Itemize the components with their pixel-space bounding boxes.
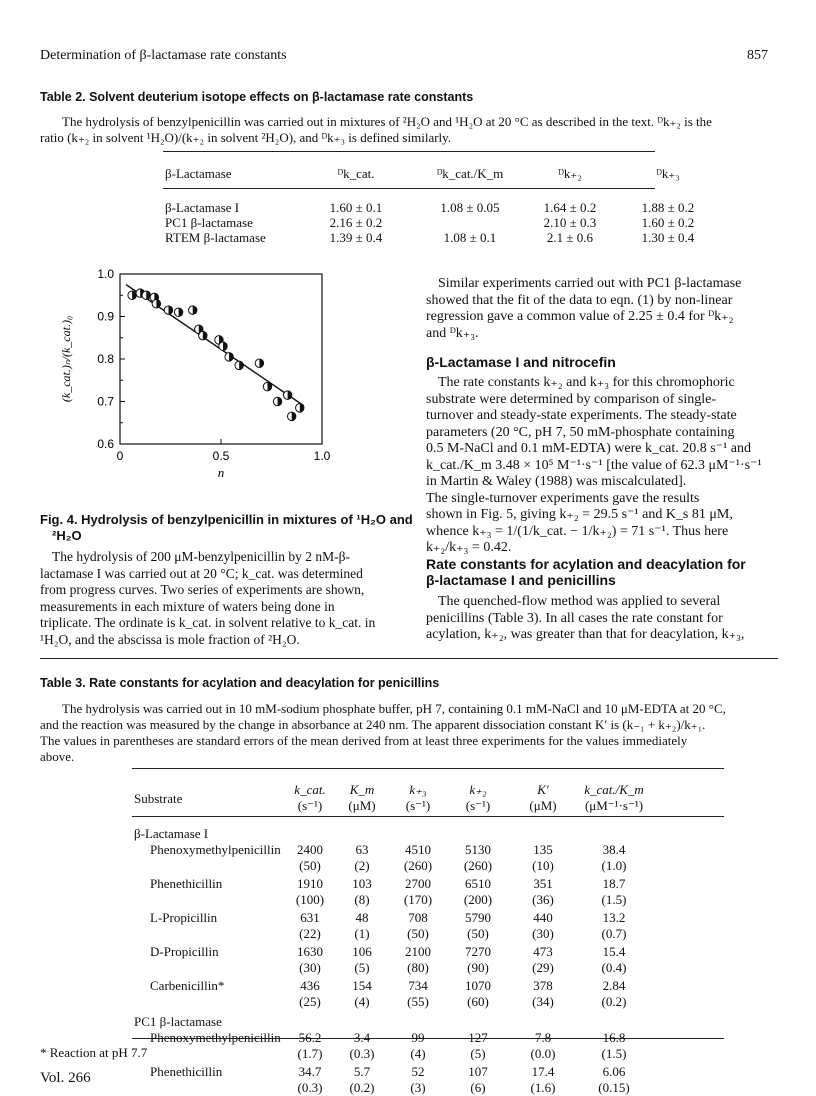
table2-cell: 1.39 ± 0.4: [329, 230, 383, 245]
table2-cell: 1.64 ± 0.2: [543, 200, 597, 215]
table3-error: (22): [299, 926, 321, 941]
table3-error: (260): [403, 858, 433, 873]
paragraph-line: acylation, k₊₂, was greater than that for deacylation, k₊₃,: [426, 627, 745, 642]
table3-top-rule: [132, 768, 724, 769]
table2-header-cell: ᴰk_cat./K_m: [436, 166, 504, 181]
table2-note-line1: The hydrolysis of benzylpenicillin was carried out in mixtures of ²H₂O and ¹H₂O at 20 °C as described in the text. ᴰk₊₂ is the: [62, 114, 712, 129]
table2-cell: 1.08 ± 0.1: [443, 230, 497, 245]
table3-value: 631: [300, 910, 320, 925]
table3-error: (5): [354, 960, 370, 975]
x-tick-label: 0.5: [212, 449, 230, 463]
table3-error: (4): [410, 1046, 426, 1061]
table3-error: (1.5): [601, 892, 627, 907]
table3-value: 3.4: [353, 1030, 371, 1045]
table3-error: (100): [295, 892, 325, 907]
table2-cell: 1.60 ± 0.1: [329, 200, 383, 215]
table3-col-symbol: k_cat./K_m: [584, 782, 644, 797]
paragraph-line: 0.5 M-NaCl and 0.1 mM-EDTA) were k_cat. 20.8 s⁻¹ and: [426, 441, 752, 456]
fig4-legend-line: ¹H₂O, and the abscissa is mole fraction of ²H₂O.: [40, 631, 300, 647]
table3-col-unit: (μM): [348, 798, 376, 813]
paragraph-line: shown in Fig. 5, giving k₊₂ = 29.5 s⁻¹ and K_s 81 μM,: [426, 507, 733, 522]
table3-error: (5): [470, 1046, 486, 1061]
paragraph-line: k_cat./K_m 3.48 × 10⁵ M⁻¹·s⁻¹ [the value of 62.3 μM⁻¹·s⁻¹: [426, 457, 762, 473]
data-point: [152, 300, 160, 308]
table3-error: (3): [410, 1080, 426, 1095]
table2-caption: Table 2. Solvent deuterium isotope effects on β-lactamase rate constants: [40, 90, 474, 104]
table3-error: (4): [354, 994, 370, 1009]
y-tick-label: 0.8: [97, 352, 114, 366]
data-point: [283, 391, 291, 399]
table3-value: 5130: [465, 842, 491, 857]
table3-value: 1070: [465, 978, 491, 993]
table3-error: (1.6): [530, 1080, 556, 1095]
data-point: [288, 412, 296, 420]
table3-value: 708: [408, 910, 428, 925]
table3-error: (50): [407, 926, 429, 941]
data-point: [219, 342, 227, 350]
table3-error: (50): [467, 926, 489, 941]
running-title: Determination of β-lactamase rate constants: [40, 48, 287, 63]
table3-substrate: Phenoxymethylpenicillin: [150, 1030, 281, 1045]
section-heading: β-Lactamase I and nitrocefin: [426, 354, 616, 370]
table3-error: (1.5): [601, 1046, 627, 1061]
table3-value: 38.4: [602, 842, 626, 857]
table2-cell: 2.16 ± 0.2: [329, 215, 383, 230]
table2-cell: 1.60 ± 0.2: [641, 215, 695, 230]
table3-col-symbol: k₊₂: [469, 782, 487, 797]
table3-footnote: * Reaction at pH 7.7: [40, 1045, 148, 1060]
table3-value: 473: [533, 944, 553, 959]
table3-value: 34.7: [298, 1064, 322, 1079]
data-point: [273, 397, 281, 405]
paragraph-line: whence k₊₃ = 1/(1/k_cat. − 1/k₊₂) = 71 s⁻¹. Thus here: [426, 523, 729, 539]
table3-value: 107: [468, 1064, 488, 1079]
table3-col-symbol: k_cat.: [294, 782, 326, 797]
table3-value: 1910: [297, 876, 323, 891]
table2-row-label: β-Lactamase I: [165, 200, 240, 215]
page-number: 857: [747, 48, 768, 63]
table3-col-unit: (μM⁻¹·s⁻¹): [584, 798, 644, 813]
table2-cell: 1.88 ± 0.2: [641, 200, 695, 215]
table2-header-cell: ᴰk₊₂: [558, 166, 582, 181]
fig4-caption-cont: ²H₂O: [52, 528, 82, 543]
data-point: [164, 306, 172, 314]
volume-footer: Vol. 266: [40, 1070, 91, 1086]
table3-col-symbol: K_m: [349, 782, 375, 797]
table3-substrate: Phenoxymethylpenicillin: [150, 842, 281, 857]
table3-value: 56.2: [298, 1030, 322, 1045]
x-tick-label: 1.0: [313, 449, 331, 463]
table3-error: (260): [463, 858, 493, 873]
table3-error: (29): [532, 960, 554, 975]
table3-error: (50): [299, 858, 321, 873]
table3-error: (30): [299, 960, 321, 975]
table3-value: 6.06: [602, 1064, 626, 1079]
table3-error: (0.7): [601, 926, 627, 941]
table3-value: 99: [411, 1030, 425, 1045]
table3-error: (0.2): [349, 1080, 375, 1095]
paragraph-line: k₊₂/k₊₃ = 0.42.: [426, 540, 512, 555]
table3-value: 13.2: [602, 910, 626, 925]
table3-note-line: above.: [40, 749, 75, 764]
table3-caption: Table 3. Rate constants for acylation and deacylation for penicillins: [40, 676, 440, 690]
table3-error: (170): [403, 892, 433, 907]
table3-note-line: The values in parentheses are standard errors of the mean derived from at least three experiments for the values immediately: [40, 733, 688, 748]
table3-value: 17.4: [531, 1064, 555, 1079]
table3-value: 1630: [297, 944, 323, 959]
paragraph-line: The single-turnover experiments gave the results: [426, 490, 700, 506]
table3-error: (200): [463, 892, 493, 907]
page-divider: [40, 658, 778, 659]
x-tick-label: 0: [116, 449, 124, 463]
table3-error: (8): [354, 892, 370, 907]
x-axis-label: n: [217, 465, 225, 480]
data-point: [296, 404, 304, 412]
y-tick-label: 0.9: [97, 309, 114, 324]
fig4-legend-line: lactamase I was carried out at 20 °C; k_cat. was determined: [40, 565, 363, 581]
table3-error: (0.3): [297, 1080, 323, 1095]
table3-value: 2.84: [602, 978, 626, 993]
table3-group-label: β-Lactamase I: [134, 826, 209, 841]
table3-error: (0.0): [530, 1046, 556, 1061]
table3-value: 63: [355, 842, 369, 857]
y-tick-label: 0.7: [97, 394, 114, 409]
table3-value: 2400: [297, 842, 323, 857]
table3-value: 18.7: [602, 876, 626, 891]
table3-col-unit: (s⁻¹): [405, 798, 431, 813]
table3-value: 5.7: [353, 1064, 371, 1079]
table2-cell: 2.1 ± 0.6: [546, 230, 594, 245]
fig4-caption: Fig. 4. Hydrolysis of benzylpenicillin in mixtures of ¹H₂O and: [40, 512, 413, 527]
table3-error: (55): [407, 994, 429, 1009]
data-point: [225, 353, 233, 361]
table2-note-line2: ratio (k₊₂ in solvent ¹H₂O)/(k₊₂ in solvent ²H₂O), and ᴰk₊₃ is defined similarly.: [40, 130, 452, 145]
table3-error: (1.0): [601, 858, 627, 873]
data-point: [128, 291, 136, 299]
fig4-chart: [40, 262, 350, 498]
table3-value: 378: [533, 978, 553, 993]
table3-col-symbol: K′: [537, 782, 549, 797]
table3-value: 7270: [465, 944, 491, 959]
data-point: [255, 359, 263, 367]
table2-cell: 1.08 ± 0.05: [440, 200, 500, 215]
table3-value: 106: [352, 944, 372, 959]
table3-value: 2100: [405, 944, 431, 959]
data-point: [199, 331, 207, 339]
table3-error: (1): [354, 926, 370, 941]
table3-col-unit: (μM): [529, 798, 557, 813]
table3-error: (0.4): [601, 960, 627, 975]
data-point: [142, 291, 150, 299]
table3-value: 154: [352, 978, 372, 993]
paragraph-line: showed that the fit of the data to eqn. (1) by non-linear: [426, 292, 733, 308]
y-tick-label: 0.6: [97, 437, 114, 451]
paragraph-line: penicillins (Table 3). In all cases the rate constant for: [426, 610, 723, 626]
paragraph-line: Similar experiments carried out with PC1 β-lactamase: [438, 276, 742, 291]
table3-group-label: PC1 β-lactamase: [134, 1014, 222, 1029]
data-point: [263, 382, 271, 390]
table2-row-label: RTEM β-lactamase: [165, 230, 266, 245]
table3-header-rule: [132, 816, 724, 817]
section-heading: Rate constants for acylation and deacylation for: [426, 556, 746, 572]
table2-header-rule: [163, 188, 655, 189]
table3-value: 734: [408, 978, 428, 993]
y-tick-label: 1.0: [97, 267, 114, 281]
table3-value: 7.8: [534, 1030, 552, 1045]
fig4-legend-line: triplicate. The ordinate is k_cat. in solvent relative to k_cat. in: [40, 615, 376, 630]
table3-value: 16.8: [602, 1030, 626, 1045]
table3-substrate: Phenethicillin: [150, 1064, 223, 1079]
table3-error: (90): [467, 960, 489, 975]
paragraph-line: substrate were determined by comparison of single-: [426, 391, 717, 407]
table3-value: 127: [468, 1030, 488, 1045]
table3-error: (2): [354, 858, 370, 873]
table3-col-unit: (s⁻¹): [297, 798, 323, 813]
data-point: [189, 306, 197, 314]
table3-value: 4510: [405, 842, 431, 857]
table3-error: (25): [299, 994, 321, 1009]
data-point: [235, 361, 243, 369]
paragraph-line: and ᴰk₊₃.: [426, 325, 479, 341]
table2-header-cell: ᴰk₊₃: [656, 166, 680, 181]
table3-error: (0.15): [598, 1080, 630, 1095]
table3-value: 6510: [465, 876, 491, 891]
table2-header-cell: β-Lactamase: [165, 166, 232, 181]
paragraph-line: turnover and steady-state experiments. The steady-state: [426, 408, 737, 423]
table3-note-line: The hydrolysis was carried out in 10 mM-sodium phosphate buffer, pH 7, containing 0.1 mM-NaCl and 10 μM-EDTA at 20 °C,: [62, 701, 726, 716]
table3-col-unit: (s⁻¹): [465, 798, 491, 813]
table3-error: (6): [470, 1080, 486, 1095]
table3-value: 15.4: [602, 944, 626, 959]
table3-substrate: L-Propicillin: [150, 910, 218, 925]
table3-value: 440: [533, 910, 553, 925]
table2-header-cell: ᴰk_cat.: [337, 166, 375, 181]
table3-error: (10): [532, 858, 554, 873]
table3-value: 48: [355, 910, 369, 925]
table3-value: 52: [411, 1064, 425, 1079]
table3-substrate: Phenethicillin: [150, 876, 223, 891]
paragraph-line: regression gave a common value of 2.25 ± 0.4 for ᴰk₊₂: [426, 309, 734, 324]
table3-error: (80): [407, 960, 429, 975]
y-axis-label: (k_cat.)ₙ/(k_cat.)₀: [59, 315, 73, 403]
table3-error: (36): [532, 892, 554, 907]
table3-value: 351: [533, 876, 553, 891]
table3-error: (0.3): [349, 1046, 375, 1061]
table2-cell: 2.10 ± 0.3: [543, 215, 597, 230]
table3-substrate-header: Substrate: [134, 791, 183, 806]
section-heading: β-lactamase I and penicillins: [426, 572, 616, 588]
paragraph-line: The rate constants k₊₂ and k₊₃ for this chromophoric: [438, 375, 735, 390]
table3-error: (34): [532, 994, 554, 1009]
fig4-legend-line: The hydrolysis of 200 μM-benzylpenicillin by 2 nM-β-: [52, 549, 350, 564]
paragraph-line: in Martin & Waley (1988) was miscalculated].: [426, 474, 687, 489]
table3-value: 5790: [465, 910, 491, 925]
table2-row-label: PC1 β-lactamase: [165, 215, 253, 230]
table2-cell: 1.30 ± 0.4: [641, 230, 695, 245]
table3-value: 135: [533, 842, 553, 857]
table3-error: (30): [532, 926, 554, 941]
fig4-legend-line: measurements in each mixture of waters being done in: [40, 598, 335, 614]
table3-error: (1.7): [297, 1046, 323, 1061]
table3-note-line: and the reaction was measured by the change in absorbance at 240 nm. The apparent dissociation constant K′ is (k₋₁ + k₊₂)/k₊₁.: [40, 717, 706, 732]
table3-value: 436: [300, 978, 320, 993]
data-point: [174, 308, 182, 316]
table3-substrate: Carbenicillin*: [150, 978, 225, 993]
fig4-legend-line: from progress curves. Two series of experiments are shown,: [40, 582, 365, 597]
table3-substrate: D-Propicillin: [150, 944, 219, 959]
paragraph-line: parameters (20 °C, pH 7, 50 mM-phosphate containing: [426, 424, 735, 440]
table3-value: 103: [352, 876, 372, 891]
paragraph-line: The quenched-flow method was applied to several: [438, 594, 721, 609]
table3-error: (60): [467, 994, 489, 1009]
table2-top-rule: [163, 151, 655, 152]
table3-error: (0.2): [601, 994, 627, 1009]
table3-col-symbol: k₊₃: [409, 782, 427, 797]
table3-value: 2700: [405, 876, 431, 891]
